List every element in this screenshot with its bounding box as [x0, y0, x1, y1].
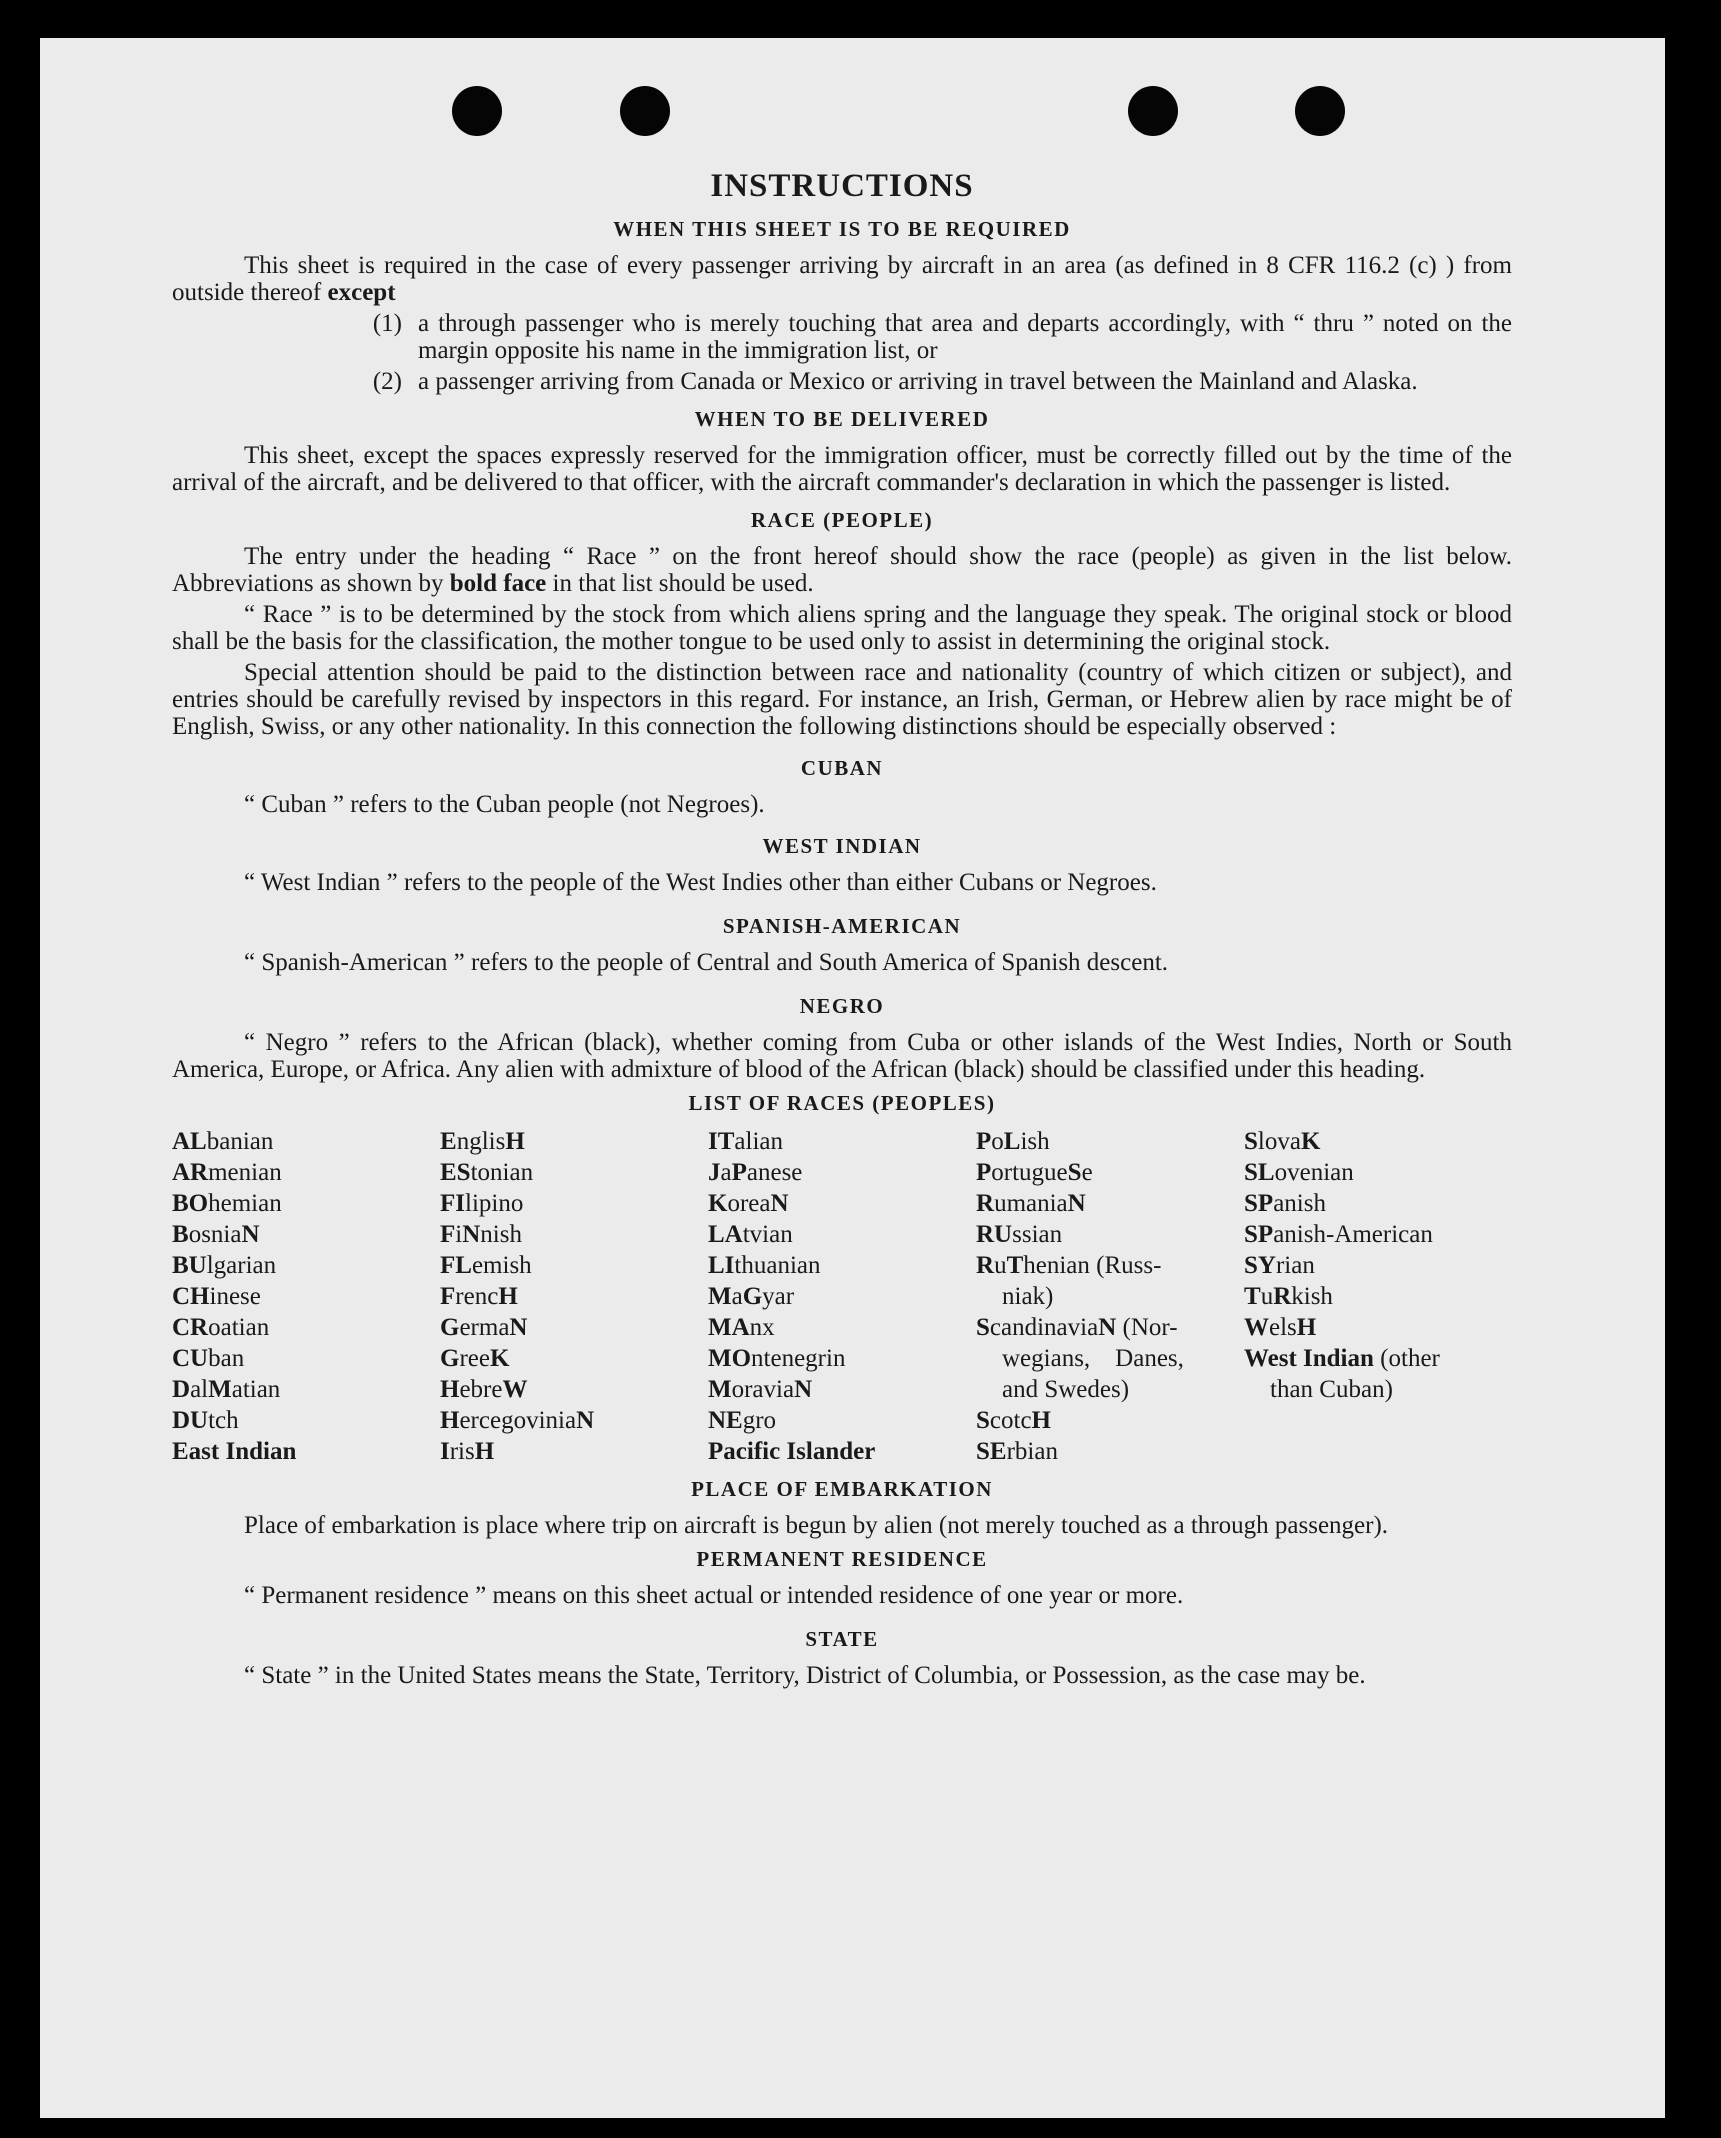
- race-paragraph: The entry under the heading “ Race ” on the front hereof should show the race (people) as given in the list below. Abbreviations as shown by bold face in that list should be used.: [172, 543, 1512, 597]
- race-entry: FiNnish: [440, 1221, 522, 1248]
- exception-item: (2) a passenger arriving from Canada or Mexico or arriving in travel between the Mainland and Alaska.: [372, 368, 1418, 395]
- race-entry: MAnx: [708, 1314, 775, 1341]
- delivery-text: This sheet, except the spaces expressly reserved for the immigration officer, must be correctly filled out by the time of the arrival of the aircraft, and be delivered to that officer, with the aircraft commander's declaration in which the passenger is listed.: [172, 442, 1512, 496]
- race-entry: East Indian: [172, 1438, 297, 1465]
- negro-text: “ Negro ” refers to the African (black), whether coming from Cuba or other islands of the West Indies, North or South America, Europe, or Africa. Any alien with admixture of blood of the African (black) should be classified under this heading.: [172, 1029, 1512, 1083]
- race-entry: GreeK: [440, 1345, 510, 1372]
- race-entry: HercegoviniaN: [440, 1407, 595, 1434]
- residence-text: “ Permanent residence ” means on this sheet actual or intended residence of one year or more.: [244, 1582, 1184, 1609]
- race-entry: EnglisH: [440, 1128, 525, 1155]
- race-entry: NEgro: [708, 1407, 777, 1434]
- race-entry: SPanish: [1244, 1190, 1326, 1217]
- race-entry: IrisH: [440, 1438, 495, 1465]
- race-entry: KoreaN: [708, 1190, 789, 1217]
- race-entry: Pacific Islander: [708, 1438, 876, 1465]
- instructions-content: [172, 128, 1512, 1689]
- race-entry: SPanish-American: [1244, 1221, 1433, 1248]
- race-entry: FIlipino: [440, 1190, 524, 1217]
- exception-item: (1) a through passenger who is merely touching that area and departs accordingly, with “ thru ” noted on the margin opposite his name in the immigration list, or: [372, 310, 1512, 364]
- race-entry: BosniaN: [172, 1221, 260, 1248]
- page-title: INSTRUCTIONS: [710, 168, 974, 204]
- race-entry: ScotcH: [976, 1407, 1051, 1434]
- required-intro: This sheet is required in the case of every passenger arriving by aircraft in an area (as defined in 8 CFR 116.2 (c) ) from outside thereof except: [172, 252, 1512, 306]
- races-column: [1244, 1126, 1512, 1467]
- section-heading: PLACE OF EMBARKATION: [691, 1477, 993, 1501]
- race-entry: TuRkish: [1244, 1283, 1333, 1310]
- section-heading: STATE: [805, 1627, 879, 1651]
- race-entry: EStonian: [440, 1159, 534, 1186]
- race-entry: HebreW: [440, 1376, 528, 1403]
- races-column: [976, 1126, 1244, 1467]
- race-entry: than Cuban): [1270, 1376, 1393, 1403]
- race-entry: ARmenian: [172, 1159, 282, 1186]
- race-entry: SLovenian: [1244, 1159, 1354, 1186]
- race-entry: FrencH: [440, 1283, 518, 1310]
- race-entry: MaGyar: [708, 1283, 795, 1310]
- section-heading: WHEN TO BE DELIVERED: [694, 407, 990, 431]
- race-entry: West Indian (other: [1244, 1345, 1440, 1372]
- section-heading: NEGRO: [799, 994, 885, 1018]
- section-heading: PERMANENT RESIDENCE: [696, 1547, 988, 1571]
- race-entry: LAtvian: [708, 1221, 793, 1248]
- races-list: [172, 1126, 1512, 1467]
- race-entry: LIthuanian: [708, 1252, 821, 1279]
- race-paragraph: “ Race ” is to be determined by the stock from which aliens spring and the language they speak. The original stock or blood shall be the basis for the classification, the mother tongue to be used only to assist in determining the original stock.: [172, 601, 1512, 655]
- race-entry: CRoatian: [172, 1314, 270, 1341]
- section-heading: SPANISH-AMERICAN: [722, 914, 962, 938]
- race-entry: niak): [1002, 1283, 1054, 1310]
- west-indian-text: “ West Indian ” refers to the people of the West Indies other than either Cubans or Negroes.: [244, 869, 1157, 896]
- race-entry: ITalian: [708, 1128, 783, 1155]
- race-entry: MOntenegrin: [708, 1345, 846, 1372]
- race-entry: PoLish: [976, 1128, 1050, 1155]
- race-entry: ScandinaviaN (Nor-: [976, 1314, 1178, 1341]
- race-entry: RuThenian (Russ-: [976, 1252, 1162, 1279]
- race-entry: BUlgarian: [172, 1252, 277, 1279]
- race-entry: CUban: [172, 1345, 245, 1372]
- race-entry: RumaniaN: [976, 1190, 1086, 1217]
- race-entry: RUssian: [976, 1221, 1063, 1248]
- section-heading: WEST INDIAN: [762, 834, 922, 858]
- race-entry: MoraviaN: [708, 1376, 813, 1403]
- race-entry: SlovaK: [1244, 1128, 1321, 1155]
- race-entry: DUtch: [172, 1407, 239, 1434]
- race-entry: and Swedes): [1002, 1376, 1130, 1403]
- section-heading: WHEN THIS SHEET IS TO BE REQUIRED: [613, 217, 1071, 241]
- race-entry: SYrian: [1244, 1252, 1315, 1279]
- section-heading: RACE (PEOPLE): [750, 508, 934, 532]
- cuban-text: “ Cuban ” refers to the Cuban people (not Negroes).: [244, 791, 765, 818]
- race-paragraph: Special attention should be paid to the distinction between race and nationality (country of which citizen or subject), and entries should be carefully revised by inspectors in this regard. For instance, an Irish, German, or Hebrew alien by race might be of English, Swiss, or any other nationality. In this connection the following distinctions should be especially observed :: [172, 659, 1512, 740]
- races-column: [172, 1126, 440, 1467]
- section-heading: CUBAN: [800, 756, 884, 780]
- race-entry: wegians, Danes,: [1002, 1345, 1184, 1372]
- races-column: [440, 1126, 708, 1467]
- race-entry: GermaN: [440, 1314, 528, 1341]
- race-entry: DalMatian: [172, 1376, 281, 1403]
- race-entry: SErbian: [976, 1438, 1058, 1465]
- race-entry: WelsH: [1244, 1314, 1317, 1341]
- race-entry: FLemish: [440, 1252, 532, 1279]
- race-entry: BOhemian: [172, 1190, 282, 1217]
- embarkation-text: Place of embarkation is place where trip on aircraft is begun by alien (not merely touched as a through passenger).: [244, 1512, 1389, 1539]
- spanish-american-text: “ Spanish-American ” refers to the people of Central and South America of Spanish descent.: [244, 949, 1169, 976]
- state-text: “ State ” in the United States means the State, Territory, District of Columbia, or Possession, as the case may be.: [244, 1662, 1366, 1689]
- race-entry: PortugueSe: [976, 1159, 1093, 1186]
- race-entry: CHinese: [172, 1283, 261, 1310]
- race-entry: ALbanian: [172, 1128, 274, 1155]
- section-heading: LIST OF RACES (PEOPLES): [688, 1091, 996, 1115]
- race-entry: JaPanese: [708, 1159, 803, 1186]
- races-column: [708, 1126, 976, 1467]
